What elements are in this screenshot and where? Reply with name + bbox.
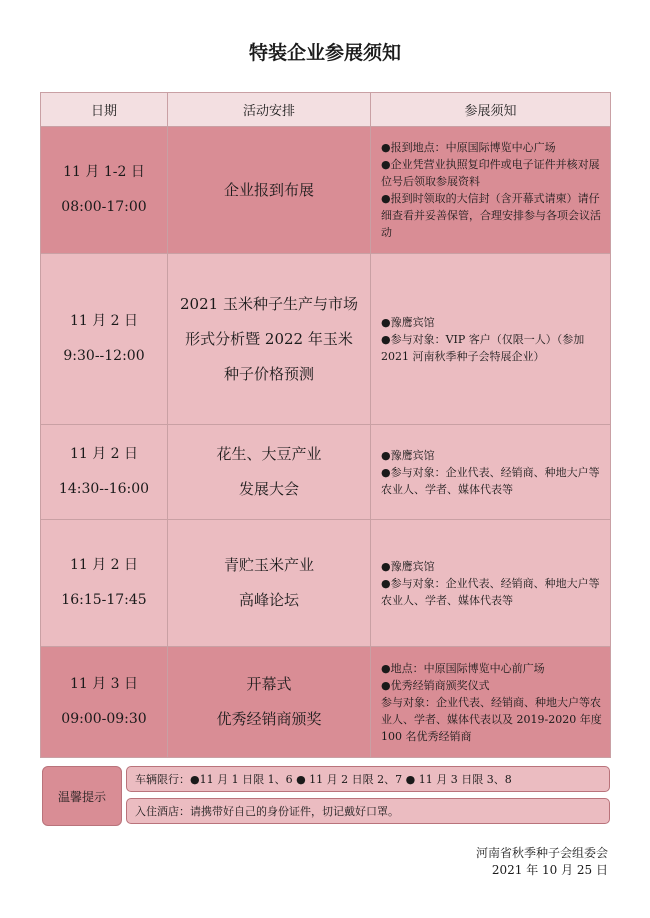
date-text: 11 月 3 日 — [69, 676, 139, 692]
date-text: 11 月 1-2 日 — [63, 164, 145, 180]
header-date: 日期 — [41, 93, 168, 127]
note-item: ●参与对象：企业代表、经销商、种地大户等农业人、学者、媒体代表等 — [381, 576, 600, 607]
page-title: 特装企业参展须知 — [248, 42, 401, 64]
footer-org: 河南省秋季种子会组委会 — [475, 846, 608, 860]
date-text: 11 月 2 日 — [69, 557, 139, 573]
time-text: 09:00-09:30 — [61, 711, 147, 727]
footer — [476, 845, 608, 879]
activity-text: 青贮玉米产业 — [223, 556, 314, 574]
header-activity: 活动安排 — [168, 93, 371, 127]
tips-label: 温馨提示 — [42, 766, 122, 826]
activity-text: 发展大会 — [238, 480, 299, 498]
note-item: ●报到地点：中原国际博览中心广场 — [381, 141, 556, 154]
vehicle-restriction-tip: 车辆限行：●11 月 1 日限 1、6 ● 11 月 2 日限 2、7 ● 11 月 3 日限 3、8 — [126, 766, 610, 792]
note-item: ●豫鹰宾馆 — [381, 448, 435, 462]
header-notes: 参展须知 — [371, 93, 611, 127]
table-header-row — [41, 93, 611, 127]
date-cell — [41, 254, 168, 425]
table-row — [41, 127, 611, 254]
activity-text: 开幕式 — [246, 675, 292, 693]
note-item: ●优秀经销商颁奖仪式 — [381, 678, 490, 692]
activity-text: 优秀经销商颁奖 — [216, 710, 322, 728]
note-item: ●企业凭营业执照复印件或电子证件并核对展位号后领取参展资料 — [381, 158, 600, 188]
activity-text: 2021 玉米种子生产与市场形式分析暨 2022 年玉米种子价格预测 — [180, 294, 358, 383]
date-cell — [41, 127, 168, 254]
activity-text: 花生、大豆产业 — [216, 445, 322, 463]
time-text: 14:30--16:00 — [58, 481, 150, 497]
date-text: 11 月 2 日 — [69, 313, 139, 329]
notes-cell — [371, 520, 611, 647]
notes-cell — [371, 647, 611, 758]
date-text: 11 月 2 日 — [69, 446, 139, 462]
activity-text: 企业报到布展 — [223, 180, 314, 199]
notes-cell — [371, 254, 611, 425]
footer-date: 2021 年 10 月 25 日 — [491, 863, 608, 877]
note-item: 参与对象：企业代表、经销商、种地大户等农业人、学者、媒体代表以及 2019-2020 年度 100 名优秀经销商 — [381, 695, 602, 743]
activity-text: 高峰论坛 — [238, 591, 299, 609]
note-item: ●豫鹰宾馆 — [381, 315, 435, 329]
time-text: 9:30--12:00 — [63, 348, 145, 364]
note-item: ●豫鹰宾馆 — [381, 559, 435, 573]
activity-cell — [168, 425, 371, 520]
date-cell — [41, 647, 168, 758]
activity-cell — [168, 254, 371, 425]
table-row — [41, 254, 611, 425]
schedule-table — [40, 92, 611, 758]
note-item: ●参与对象：企业代表、经销商、种地大户等农业人、学者、媒体代表等 — [381, 465, 600, 496]
activity-cell — [168, 647, 371, 758]
table-row — [41, 425, 611, 520]
table-row — [41, 647, 611, 758]
date-cell — [41, 520, 168, 647]
note-item: ●参与对象：VIP 客户（仅限一人）（参加 2021 河南秋季种子会特展企业） — [381, 332, 585, 363]
time-text: 16:15-17:45 — [61, 592, 147, 608]
notes-cell — [371, 425, 611, 520]
notes-cell — [371, 127, 611, 254]
table-row — [41, 520, 611, 647]
note-item: ●地点：中原国际博览中心前广场 — [381, 661, 545, 675]
activity-cell — [168, 520, 371, 647]
time-text: 08:00-17:00 — [61, 199, 147, 215]
date-cell — [41, 425, 168, 520]
activity-cell — [168, 127, 371, 254]
hotel-tip: 入住酒店：请携带好自己的身份证件，切记戴好口罩。 — [126, 798, 610, 824]
note-item: ●报到时领取的大信封（含开幕式请柬）请仔细查看并妥善保管，合理安排参与各项会议活动 — [381, 192, 601, 239]
